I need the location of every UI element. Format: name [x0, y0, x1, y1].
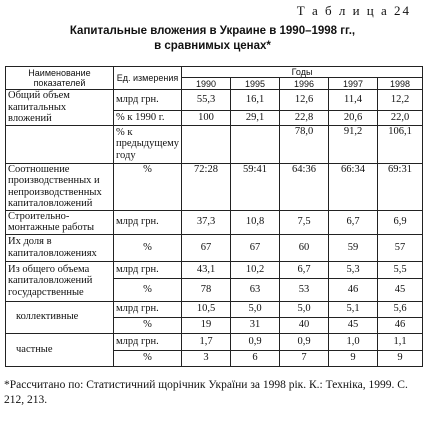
cell-value: 7	[280, 350, 329, 366]
row-unit: млрд грн.	[114, 301, 182, 317]
cell-value: 5,5	[378, 261, 423, 278]
row-unit: % к 1990 г.	[114, 110, 182, 125]
cell-value: 91,2	[329, 125, 378, 163]
cell-value: 6	[231, 350, 280, 366]
row-unit: %	[114, 163, 182, 210]
table-row	[6, 261, 423, 278]
cell-value: 59:41	[231, 163, 280, 210]
table-row	[6, 90, 423, 111]
header-year: 1996	[280, 78, 329, 90]
row-indicator: Соотношение производственных и непроизводственных капиталовложений	[6, 163, 114, 210]
row-unit: %	[114, 350, 182, 366]
cell-value: 1,7	[182, 333, 231, 350]
title-line-1: Капитальные вложения в Украине в 1990–1998 гг.,	[69, 25, 356, 37]
cell-value: 53	[280, 278, 329, 301]
cell-value: 57	[378, 234, 423, 261]
cell-value: 69:31	[378, 163, 423, 210]
cell-value: 43,1	[182, 261, 231, 278]
row-unit: млрд грн.	[114, 333, 182, 350]
row-indicator: частные	[6, 333, 114, 366]
cell-value: 10,8	[231, 210, 280, 234]
cell-value: 6,7	[329, 210, 378, 234]
cell-value: 3	[182, 350, 231, 366]
cell-value: 63	[231, 278, 280, 301]
header-indicator: Наименование показателей	[6, 67, 114, 90]
cell-value: 9	[329, 350, 378, 366]
row-unit: %	[114, 278, 182, 301]
row-indicator	[6, 125, 114, 163]
cell-value: 11,4	[329, 90, 378, 111]
cell-value: 10,2	[231, 261, 280, 278]
row-unit: %	[114, 234, 182, 261]
cell-value: 0,9	[280, 333, 329, 350]
header-year: 1998	[378, 78, 423, 90]
cell-value: 1,0	[329, 333, 378, 350]
table-row	[6, 163, 423, 210]
title-line-2: в сравнимых ценах*	[154, 40, 271, 52]
cell-value: 5,0	[231, 301, 280, 317]
table-title	[0, 24, 425, 54]
cell-value: 29,1	[231, 110, 280, 125]
row-unit: млрд грн.	[114, 210, 182, 234]
row-unit: % к предыдущему году	[114, 125, 182, 163]
cell-value	[231, 125, 280, 163]
row-unit: %	[114, 317, 182, 333]
header-year: 1990	[182, 78, 231, 90]
row-indicator: Общий объем капитальных вложений	[6, 90, 114, 126]
cell-value: 9	[378, 350, 423, 366]
table-row	[6, 125, 423, 163]
cell-value: 20,6	[329, 110, 378, 125]
cell-value: 1,1	[378, 333, 423, 350]
table-row	[6, 234, 423, 261]
row-indicator: Из общего объема капиталовложений государственные	[6, 261, 114, 301]
header-years-group: Годы	[182, 67, 423, 78]
cell-value: 6,9	[378, 210, 423, 234]
table-row	[6, 210, 423, 234]
cell-value: 12,6	[280, 90, 329, 111]
row-indicator: коллективные	[6, 301, 114, 333]
cell-value: 64:36	[280, 163, 329, 210]
header-year: 1997	[329, 78, 378, 90]
cell-value: 45	[378, 278, 423, 301]
footnote-source: *Рассчитано по: Статистичний щорічник України за 1998 рік. К.: Техніка, 1999. С. 212, 213.	[4, 379, 408, 406]
cell-value: 72:28	[182, 163, 231, 210]
cell-value	[182, 125, 231, 163]
row-indicator: Их доля в капиталовложениях	[6, 234, 114, 261]
cell-value: 100	[182, 110, 231, 125]
cell-value: 22,8	[280, 110, 329, 125]
cell-value: 5,3	[329, 261, 378, 278]
row-unit: млрд грн.	[114, 261, 182, 278]
header-unit: Ед. измерения	[114, 67, 182, 90]
cell-value: 31	[231, 317, 280, 333]
cell-value: 5,0	[280, 301, 329, 317]
cell-value: 19	[182, 317, 231, 333]
capital-investment-table	[5, 66, 423, 367]
cell-value: 78,0	[280, 125, 329, 163]
cell-value: 22,0	[378, 110, 423, 125]
cell-value: 10,5	[182, 301, 231, 317]
cell-value: 78	[182, 278, 231, 301]
cell-value: 66:34	[329, 163, 378, 210]
cell-value: 40	[280, 317, 329, 333]
cell-value: 45	[329, 317, 378, 333]
cell-value: 106,1	[378, 125, 423, 163]
cell-value: 37,3	[182, 210, 231, 234]
cell-value: 67	[182, 234, 231, 261]
cell-value: 6,7	[280, 261, 329, 278]
cell-value: 55,3	[182, 90, 231, 111]
row-indicator: Строительно-монтажные работы	[6, 210, 114, 234]
cell-value: 5,1	[329, 301, 378, 317]
row-unit: млрд грн.	[114, 90, 182, 111]
cell-value: 46	[378, 317, 423, 333]
cell-value: 0,9	[231, 333, 280, 350]
cell-value: 16,1	[231, 90, 280, 111]
header-year: 1995	[231, 78, 280, 90]
table-number-label: Т а б л и ц а 24	[296, 3, 411, 18]
cell-value: 60	[280, 234, 329, 261]
cell-value: 7,5	[280, 210, 329, 234]
cell-value: 46	[329, 278, 378, 301]
table-row	[6, 301, 423, 317]
table-row	[6, 333, 423, 350]
cell-value: 67	[231, 234, 280, 261]
cell-value: 59	[329, 234, 378, 261]
cell-value: 5,6	[378, 301, 423, 317]
cell-value: 12,2	[378, 90, 423, 111]
